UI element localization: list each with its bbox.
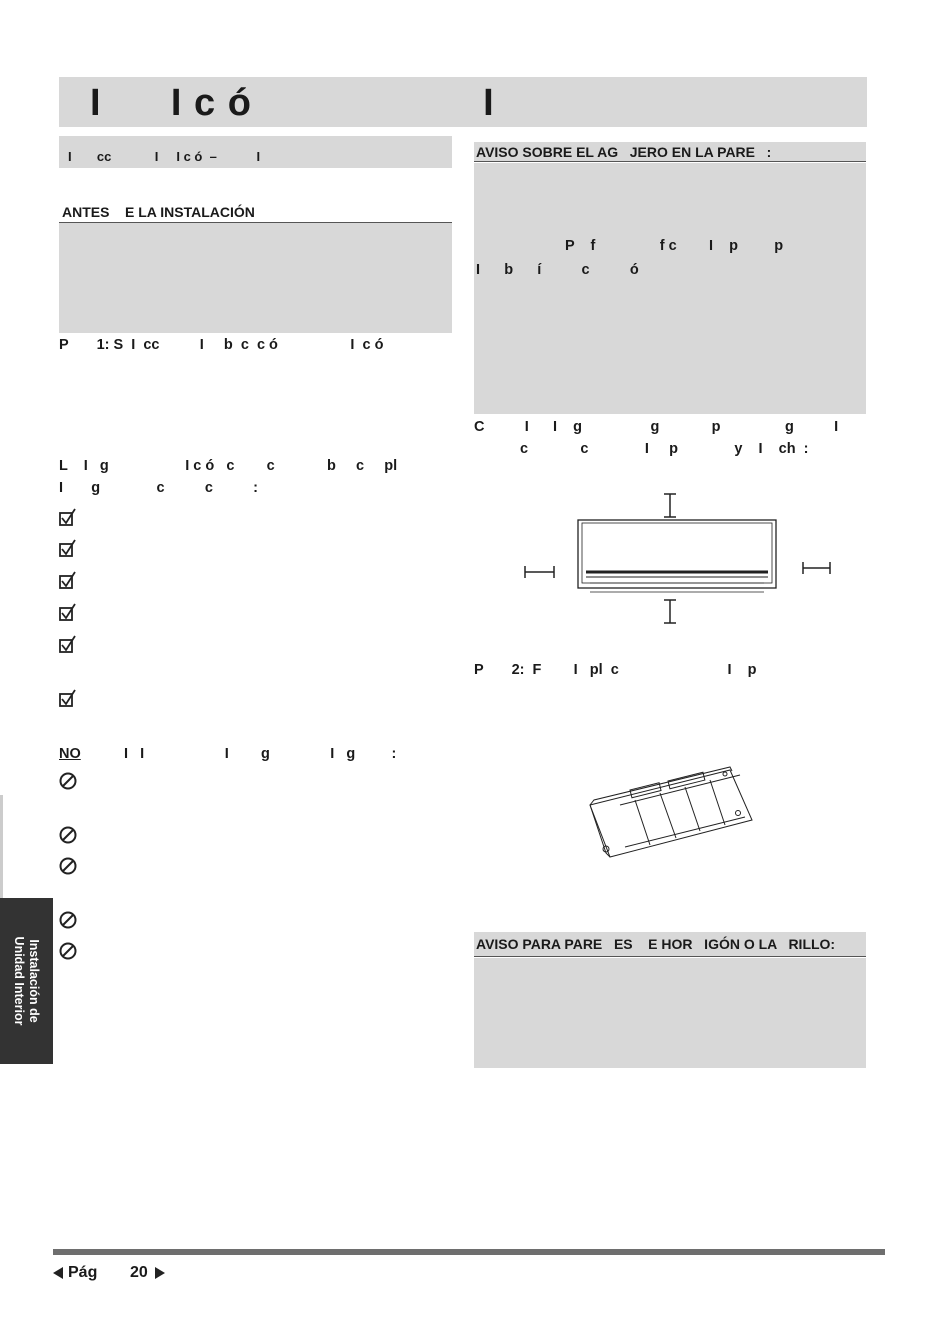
clearance-line1: C I I g g p g I [474,419,839,435]
clearance-diagram [520,490,840,630]
footer-rule [53,1249,885,1255]
step2-heading: P 2: F I pl c I p [474,662,757,678]
intro-bar-text: I cc I I c ó – I [68,149,261,164]
wall-hole-panel [474,163,866,414]
section-side-tab [0,898,53,1064]
page-label: Pág [68,1264,98,1281]
no-label: NO [59,746,81,762]
page-number: 20 [130,1264,148,1281]
side-tab-stripe [0,795,3,898]
prohibited-icon [59,911,77,929]
left-clearance-marker [525,566,554,578]
prohibited-icon [59,772,77,790]
checkbox-checked-icon [59,635,77,655]
checkbox-checked-icon [59,689,77,709]
triangle-right-icon[interactable] [155,1267,165,1279]
triangle-left-icon[interactable] [53,1267,63,1279]
location-requirements-line2: I g c c : [59,480,259,496]
mounting-plate-illustration [580,765,760,865]
location-requirements-line1: L I g I c ó c c b c pl [59,458,398,474]
checkbox-checked-icon [59,539,77,559]
prohibited-icon [59,826,77,844]
antes-panel [59,223,452,333]
prohibited-icon [59,942,77,960]
wall-hole-header: AVISO SOBRE EL AG JERO EN LA PARE : [476,144,772,160]
side-tab-line2: Unidad Interior [12,936,27,1026]
wall-hole-panel-line2: I b í c ó [476,262,639,278]
clearance-line2: c c I p y I ch : [520,441,809,457]
checkbox-checked-icon [59,603,77,623]
prohibited-icon [59,857,77,875]
wall-hole-panel-line1: P f f c I p p [565,238,784,254]
right-clearance-marker [803,562,830,574]
checkbox-checked-icon [59,508,77,528]
side-tab-line1: Instalación de [27,939,42,1023]
concrete-wall-header: AVISO PARA PARE ES E HOR IGÓN O LA RILLO: [476,936,836,952]
concrete-wall-panel [474,958,866,1068]
bottom-clearance-marker [664,600,676,623]
step1-heading: P 1: S I cc I b c c ó I c ó [59,337,384,353]
indoor-unit-front [578,520,776,592]
top-clearance-marker [664,494,676,517]
checkbox-checked-icon [59,571,77,591]
do-not-install-line: I I I g I g : [124,746,397,762]
antes-header: ANTES E LA INSTALACIÓN [62,204,255,220]
page-title: I I c ó I [90,82,495,124]
